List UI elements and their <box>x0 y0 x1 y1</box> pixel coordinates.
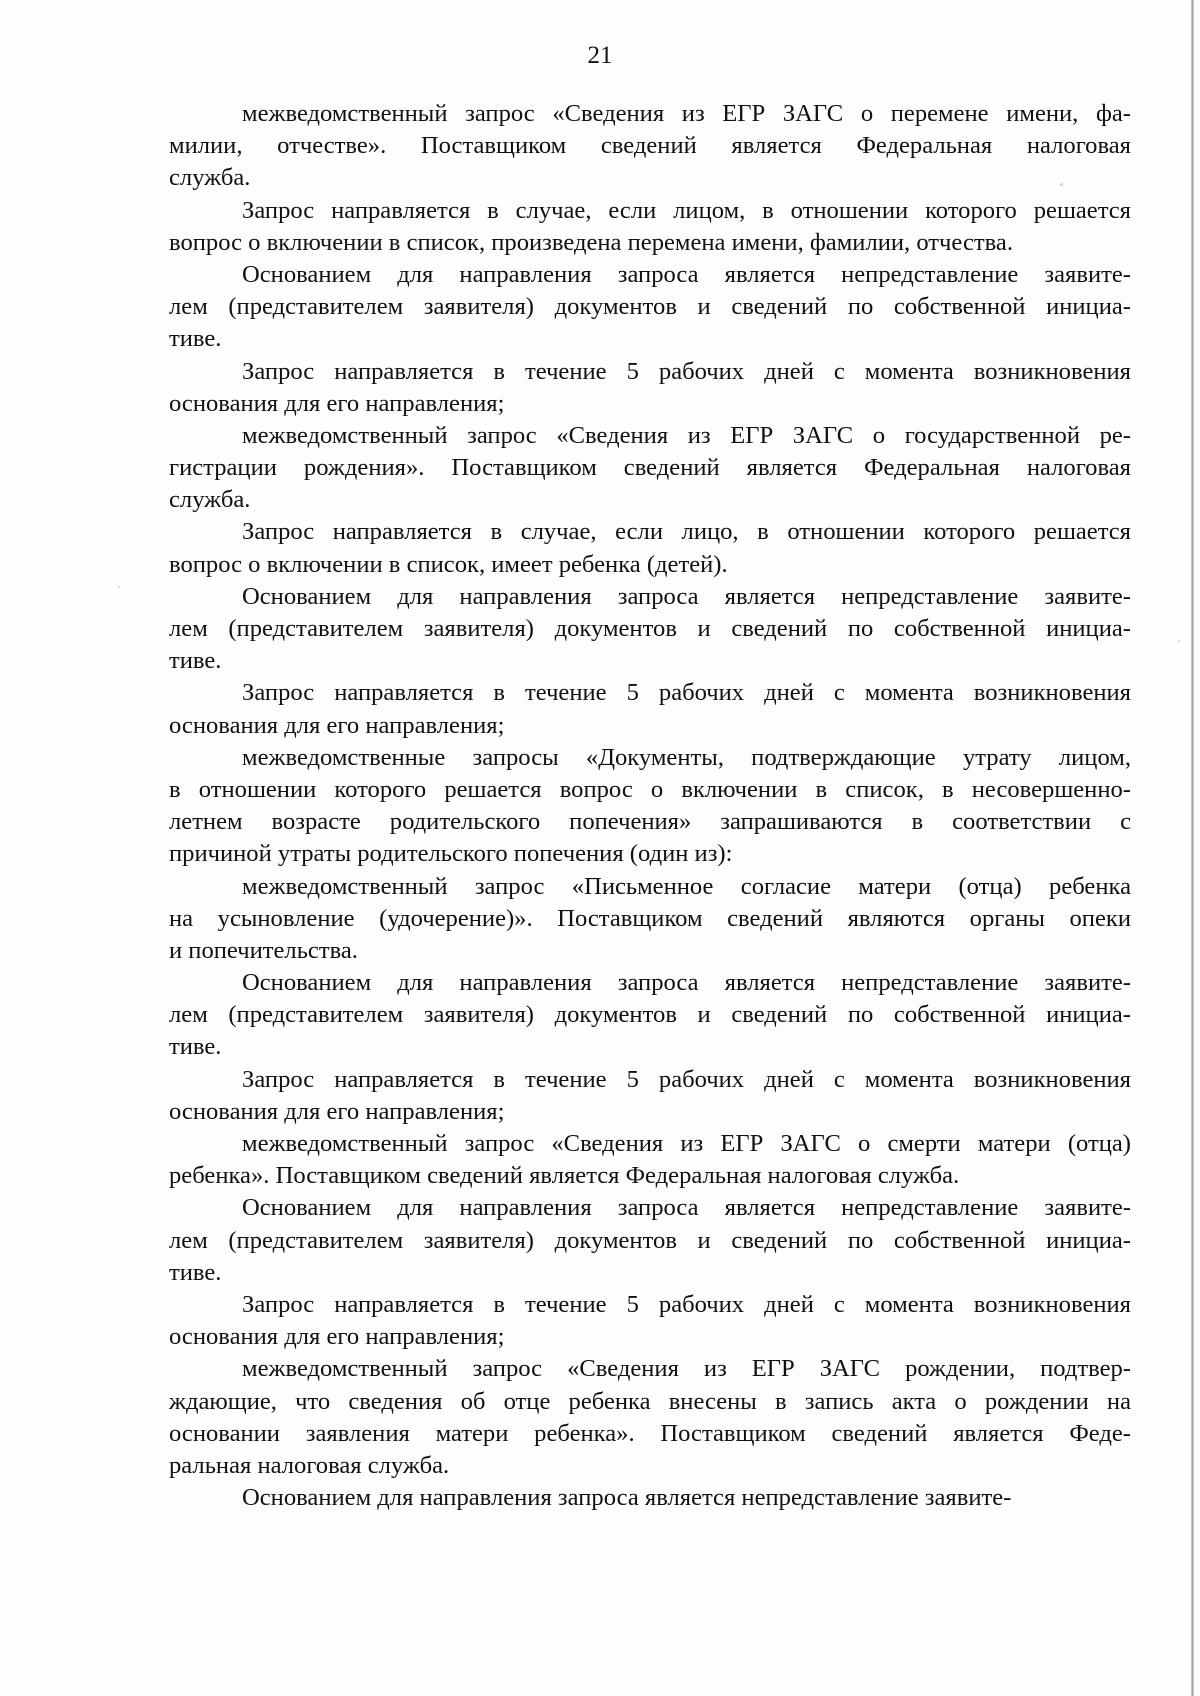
text-line: основании заявления матери ребенка». Поставщиком сведений является Феде- <box>169 1419 1131 1447</box>
text-line: милии, отчестве». Поставщиком сведений является Федеральная налоговая <box>169 132 1131 160</box>
paragraph <box>169 516 1131 580</box>
text-line: Основанием для направления запроса является непредставление заявите- <box>242 1484 1012 1512</box>
text-line: вопрос о включении в список, произведена перемена имени, фамилии, отчества. <box>169 228 1013 256</box>
text-line: Запрос направляется в случае, если лицом, в отношении которого решается <box>242 196 1131 224</box>
text-line: причиной утраты родительского попечения (один из): <box>169 840 733 868</box>
text-line: межведомственный запрос «Сведения из ЕГР ЗАГС рождении, подтвер- <box>242 1355 1131 1383</box>
paragraph <box>169 98 1131 195</box>
paragraph <box>169 1128 1131 1192</box>
text-line: служба. <box>169 486 251 514</box>
text-line: вопрос о включении в список, имеет ребенка (детей). <box>169 550 728 578</box>
page-number: 21 <box>587 42 613 69</box>
text-line: ждающие, что сведения об отце ребенка внесены в запись акта о рождении на <box>169 1387 1131 1415</box>
paragraph <box>169 1482 1131 1514</box>
paragraph <box>169 871 1131 968</box>
text-line: лем (представителем заявителя) документов и сведений по собственной инициа- <box>169 615 1131 642</box>
text-line: тиве. <box>169 325 222 353</box>
text-line: основания для его направления; <box>169 1097 505 1125</box>
paragraph <box>169 259 1131 356</box>
text-line: Основанием для направления запроса является непредставление заявите- <box>242 969 1131 997</box>
text-line: Запрос направляется в течение 5 рабочих дней с момента возникновения <box>242 1065 1131 1093</box>
text-line: ральная налоговая служба. <box>169 1451 450 1479</box>
text-line: тиве. <box>169 1033 222 1061</box>
text-line: гистрации рождения». Поставщиком сведений является Федеральная налоговая <box>169 454 1131 482</box>
text-line: межведомственный запрос «Сведения из ЕГР ЗАГС о смерти матери (отца) <box>242 1130 1131 1157</box>
text-line: тиве. <box>169 1258 222 1286</box>
text-line: лем (представителем заявителя) документов и сведений по собственной инициа- <box>169 293 1131 321</box>
text-line: лем (представителем заявителя) документов и сведений по собственной инициа- <box>169 1226 1131 1254</box>
text-line: Основанием для направления запроса является непредставление заявите- <box>242 260 1131 288</box>
text-line: и попечительства. <box>169 936 358 964</box>
text-line: лем (представителем заявителя) документов и сведений по собственной инициа- <box>169 1001 1131 1029</box>
paragraph <box>169 1353 1131 1482</box>
text-line: основания для его направления; <box>169 389 505 417</box>
text-line: Запрос направляется в случае, если лицо, в отношении которого решается <box>242 518 1131 546</box>
text-line: межведомственные запросы «Документы, подтверждающие утрату лицом, <box>242 743 1131 771</box>
page-edge-shadow <box>1191 0 1194 1696</box>
text-line: межведомственный запрос «Письменное согласие матери (отца) ребенка <box>242 872 1131 900</box>
text-line: ребенка». Поставщиком сведений является Федеральная налоговая служба. <box>169 1162 960 1190</box>
text-line: Запрос направляется в течение 5 рабочих дней с момента возникновения <box>242 1290 1131 1318</box>
text-line: основания для его направления; <box>169 1323 505 1351</box>
scan-speck <box>1178 640 1180 642</box>
text-line: межведомственный запрос «Сведения из ЕГР ЗАГС о государственной ре- <box>242 421 1131 449</box>
text-line: в отношении которого решается вопрос о включении в список, в несовершенно- <box>169 775 1131 803</box>
text-line: Основанием для направления запроса является непредставление заявите- <box>242 582 1131 610</box>
text-line: служба. <box>169 164 251 192</box>
paragraph <box>169 356 1131 420</box>
text-line: Основанием для направления запроса является непредставление заявите- <box>242 1194 1131 1222</box>
text-line: Запрос направляется в течение 5 рабочих дней с момента возникновения <box>242 357 1131 385</box>
scan-speck <box>118 586 120 588</box>
paragraph <box>169 1064 1131 1128</box>
paragraph <box>169 1289 1131 1353</box>
paragraph <box>169 1192 1131 1289</box>
text-line: основания для его направления; <box>169 711 505 739</box>
paragraph <box>169 742 1131 871</box>
text-line: тиве. <box>169 647 222 675</box>
paragraph <box>169 195 1131 259</box>
paragraph <box>169 677 1131 741</box>
text-line: Запрос направляется в течение 5 рабочих дней с момента возникновения <box>242 679 1131 707</box>
paragraph <box>169 420 1131 517</box>
text-line: межведомственный запрос «Сведения из ЕГР ЗАГС о перемене имени, фа- <box>242 100 1131 127</box>
text-line: летнем возрасте родительского попечения» запрашиваются в соответствии с <box>169 808 1131 836</box>
paragraph <box>169 581 1131 678</box>
paragraph <box>169 967 1131 1064</box>
text-line: на усыновление (удочерение)». Поставщиком сведений являются органы опеки <box>169 904 1131 932</box>
document-body <box>169 98 1131 1514</box>
